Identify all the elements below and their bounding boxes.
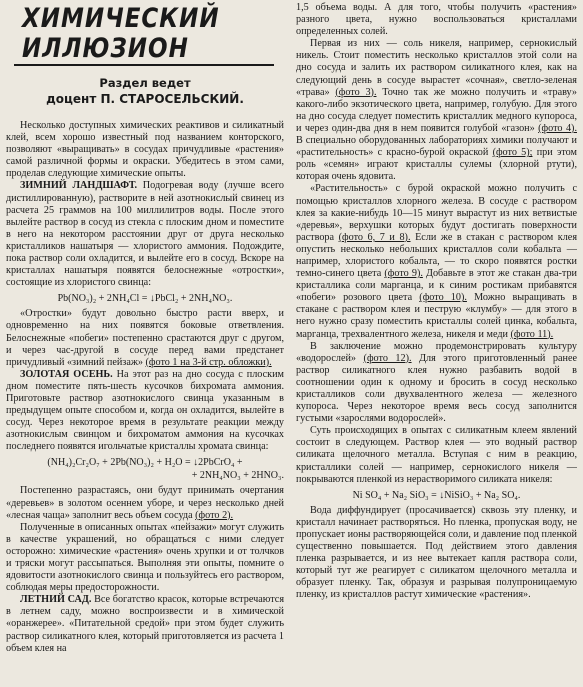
nickel-text-1: Первая из них — соль никеля, например, сернокислый никель. Стоит поместить несколько кристаллов этой соли на дно сосуда и залить их раствором силикатного клея, как на следующий день в сосуде вырастет «сочная», светло-зеленая «трава» <box>296 38 577 98</box>
summer-text: Все богатство красок, которые встречаются в летнем саду, можно воспроизвести и в химической «оранжерее». «Питательной средой» при этом будет служить раствор силикатного клея, который приготовляется из расчета 1 объем клея на <box>6 594 285 654</box>
winter-result-text: «Отростки» будут довольно быстро расти вверх, и одновременно на них появятся боковые ответвления. Белоснежные «побеги» постепенно срастаются друг с другом, и через час-другой в сосуде перед вами предстанет причудливый «зимний пейзаж» <box>6 308 284 368</box>
nickel-text-3: В специально оборудованных лабораториях химики получают и «растительность» с красно-бурой окраской <box>296 135 577 159</box>
algae-text-2: Для этого приготовленный ранее раствор силикатного клея нужно разбавить водой в соотношении один к одному и бросить в сосуд несколько кристалликов соли двухвалентного железа — железного купороса. Через некоторое время весь сосуд заполнится густыми «зарослями водорослей». <box>296 352 578 425</box>
algae-text-1: В заключение можно продемонстрировать культуру «водорослей» <box>296 340 577 364</box>
iron-text-1: «Растительность» с бурой окраской можно получить с помощью кристаллов хлорного железа. В сосуде с раствором клея за какие-нибудь 10—15 минут вырастут из них ветвистые «деревья», верхушки которых будут достигать поверхности раствора <box>296 183 577 243</box>
section-line: Раздел ведет <box>99 76 191 90</box>
nickel-paragraph <box>296 38 577 183</box>
algae-paragraph <box>296 341 577 426</box>
equation-lead-chromate-2: + 2NH₄NO₃ + 2HNO₃. <box>191 470 284 482</box>
continuation-paragraph: 1,5 объема воды. А для того, чтобы получить «растения» разного цвета, нужно воспользоваться кристаллами определенных солей. <box>296 2 577 38</box>
nickel-text-4: при этом роль «семян» играют кристаллы сулемы (хлорной ртути), которая очень ядовита. <box>296 147 577 183</box>
autumn-result-text: Постепенно разрастаясь, они будут принимать очертания «деревьев» в золотом осеннем уборе, и через несколько дней «лесная чаща» заполнит весь объем сосуда <box>6 485 284 521</box>
author-line: доцент П. СТАРОСЕЛЬСКИЙ. <box>46 92 244 106</box>
equation-lead-chromate-1: (NH₄)₂Cr₂O₇ + 2Pb(NO₃)₂ + H₂O = ↓2PbCrO₄ + <box>47 457 243 469</box>
iron-text-4: Можно выращивать в стакане с раствором клея и пеструю «клумбу» — для этого в него нужно сразу поместить кристаллы солей цинка, кобальта, марганца, трехвалентного железа, никеля и меди <box>296 292 578 340</box>
photo-ref-4: (фото 4). <box>538 122 577 134</box>
diffusion-paragraph: Вода диффундирует (просачивается) сквозь эту пленку, и кристалл начинает растворяться. Но пленка, пропуская воду, не пропускает ионы растворяющейся соли, и давление под пленкой существенно повышается. Под действием этого давления пленка разрывается, и из нее вытекает капля раствора соли, который тут же реагирует с силикатом щелочного металла и образует пленку. Так, образуя и разрывая полупроницаемую пленку, из кристаллов растут химические «растения». <box>296 504 577 601</box>
photo-ref-12: (фото 12). <box>363 352 412 364</box>
explanation-paragraph: Суть происходящих в опытах с силикатным клеем явлений состоит в следующем. Раствор клея — это водный раствор силиката щелочного металла. Вступая с ним в реакцию, кристаллики солей — например, сернокислого никеля — покрываются пленкой из нерастворимого силиката никеля: <box>296 425 577 485</box>
warning-paragraph: Полученные в описанных опытах «пейзажи» могут служить в качестве украшений, но обращаться с ними следует осторожно: химические «растения» очень хрупки и от толчков и тряски могут рассыпаться. Выполняя эти опыты, помните о ядовитости азотнокислого свинца и пользуйтесь его раствором, соблюдая меры предосторожности. <box>6 521 284 594</box>
photo-ref-11: (фото 11). <box>510 328 554 340</box>
right-column <box>296 2 577 602</box>
title-rule <box>14 64 274 66</box>
article-title: ХИМИЧЕСКИЙ ИЛЛЮЗИОН <box>22 4 220 64</box>
photo-ref-2: (фото 2). <box>195 509 234 521</box>
intro-paragraph: Несколько доступных химических реактивов и силикатный клей, всем хорошо известный под названием конторского, позволяют «выращивать» в сосудах причудливые «растения» самой различной формы и окраски. Убедитесь в этом сами, проделав следующие химические опыты. <box>6 120 284 180</box>
photo-ref-5: (фото 5); <box>492 147 533 159</box>
nickel-text-2: Точно так же можно получить и «траву» какого-либо экзотического цвета, например, голубую. Для этого на дно сосуда следует поместить кристаллик медного купороса, и через один-два дня в нем появится голубой «газон» <box>296 86 578 134</box>
autumn-paragraph <box>6 369 284 454</box>
iron-paragraph <box>296 183 577 340</box>
heading-winter: ЗИМНИЙ ЛАНДШАФТ. <box>20 180 138 192</box>
winter-result-paragraph <box>6 308 284 368</box>
autumn-text: На этот раз на дно сосуда с плоским дном поместите пять-шесть кусочков бихромата аммония. Приготовьте раствор азотнокислого свинца указанным в предыдущем опыте способом и, когда он охладится, вылейте в сосуд. Через некоторое время в результате реакции между азотнокислым свинцом и бихроматом аммония на кусочках последнего появятся игольчатые кристаллы хромата свинца: <box>6 368 285 453</box>
photo-ref-1: (фото 1 на 3-й стр. обложки). <box>145 356 272 368</box>
iron-text-3: Добавьте в этот же стакан два-три кристаллика соли марганца, и к синим ростикам прибавятся «побеги» розового цвета <box>296 268 577 304</box>
equation-lead-chloride: Pb(NO₃)₂ + 2NH₄Cl = ↓PbCl₂ + 2NH₄NO₃. <box>57 293 233 305</box>
winter-text: Подогревая воду (лучше всего дистиллированную), растворите в ней азотнокислый свинец из расчета 25 граммов на 100 миллилитров воды. После этого вылейте раствор в сосуд из стекла с плоским дном и поместите в него на некотором расстоянии друг от друга несколько кристалликов нашатыря — хлористого аммония. Подождите, пока раствор соли охладится, и вылейте его в сосуд. Вскоре на кристаллах нашатыря появятся белоснежные «отростки», состоящие из хлористого свинца: <box>6 180 284 289</box>
winter-paragraph <box>6 180 284 289</box>
left-column <box>6 0 284 655</box>
equation-nickel-silicate: Ni SO₄ + Na₂ SiO₃ = ↓NiSiO₃ + Na₂ SO₄. <box>352 489 521 501</box>
heading-summer: ЛЕТНИЙ САД. <box>20 594 92 606</box>
photo-ref-3: (фото 3). <box>335 86 377 98</box>
photo-ref-6-8: (фото 6, 7 и 8). <box>338 231 411 243</box>
summer-paragraph <box>6 594 284 654</box>
photo-ref-9: (фото 9). <box>384 268 423 280</box>
photo-ref-10: (фото 10). <box>419 292 467 304</box>
heading-autumn: ЗОЛОТАЯ ОСЕНЬ. <box>20 368 113 380</box>
autumn-result-paragraph <box>6 485 284 521</box>
iron-text-2: Если же в стакан с раствором клея опустить несколько небольших кристаллов соли кобальта — например, хлористого кобальта, — то скоро появятся ростки темно-синего цвета <box>296 231 578 280</box>
